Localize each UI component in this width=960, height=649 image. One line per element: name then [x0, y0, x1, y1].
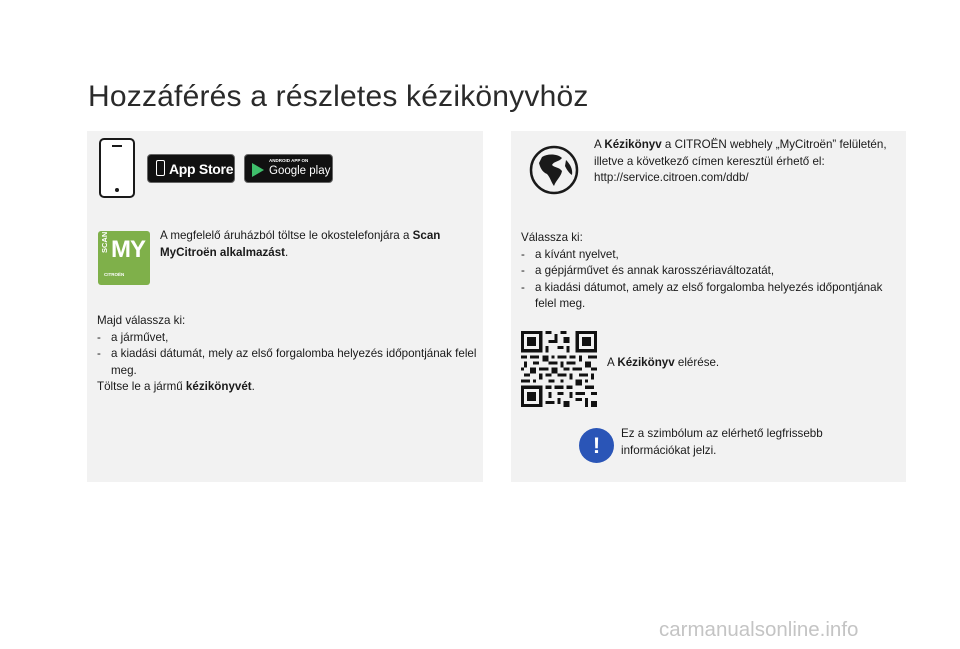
left-choose-intro: Majd válassza ki:: [97, 314, 186, 327]
globe-icon: [528, 144, 580, 196]
scanmy-brand-text: CITROËN: [104, 272, 125, 277]
watermark: carmanualsonline.info: [659, 618, 859, 641]
right-choose-block: [521, 230, 901, 313]
app-store-label: App Store: [169, 161, 234, 177]
smartphone-icon: [99, 138, 135, 198]
left-choose-block: [97, 313, 477, 396]
app-store-badge: [147, 154, 235, 183]
google-play-label: Google play: [269, 165, 331, 177]
right-choose-intro: Válassza ki:: [521, 231, 583, 244]
load-manual-line: Töltse le a jármű kézikönyvét.: [97, 380, 255, 393]
phone-speaker: [112, 145, 122, 147]
info-exclamation-icon: !: [579, 428, 614, 463]
list-item: - a kiadási dátumot, amely az első forgalomba helyezés időpontjának felel meg.: [521, 280, 883, 310]
app-name-bold: Scan MyCitroën alkalmazást: [160, 229, 441, 259]
google-play-badge: [244, 154, 333, 183]
list-item: - a gépjárművet és annak karosszériaváltozatát,: [521, 264, 775, 277]
google-play-top-label: ANDROID APP ON: [269, 158, 309, 163]
qr-code-icon: [521, 331, 597, 407]
app-store-phone-icon: [156, 160, 165, 176]
web-access-text: A Kézikönyv a CITROËN webhely „MyCitroën” felületén, illetve a következő címen keresztül érhető el: http://service.citroen.com/ddb/: [594, 138, 887, 184]
page-title: Hozzáférés a részletes kézikönyvhöz: [88, 80, 589, 113]
scanmy-my-text: MY: [111, 236, 145, 263]
scan-mycitroen-logo: [98, 231, 150, 285]
play-triangle-icon: [252, 163, 264, 177]
phone-home-button: [115, 188, 119, 192]
qr-access-text: A Kézikönyv elérése.: [607, 356, 720, 369]
list-item: - a kiadási dátumát, mely az első forgalomba helyezés időpontjának felel meg.: [97, 347, 477, 377]
list-item: - a járművet,: [97, 330, 169, 344]
download-text-post: .: [285, 245, 289, 259]
left-panel: [87, 131, 483, 482]
info-symbol-text: Ez a szimbólum az elérhető legfrissebb információkat jelzi.: [621, 427, 823, 457]
download-instruction: [160, 228, 465, 261]
scanmy-scan-text: SCAN: [100, 231, 109, 253]
web-url: http://service.citroen.com/ddb/: [594, 171, 749, 184]
list-item: - a kívánt nyelvet,: [521, 247, 619, 261]
download-text-pre: A megfelelő áruházból töltse le okostelefonjára a: [160, 229, 413, 242]
